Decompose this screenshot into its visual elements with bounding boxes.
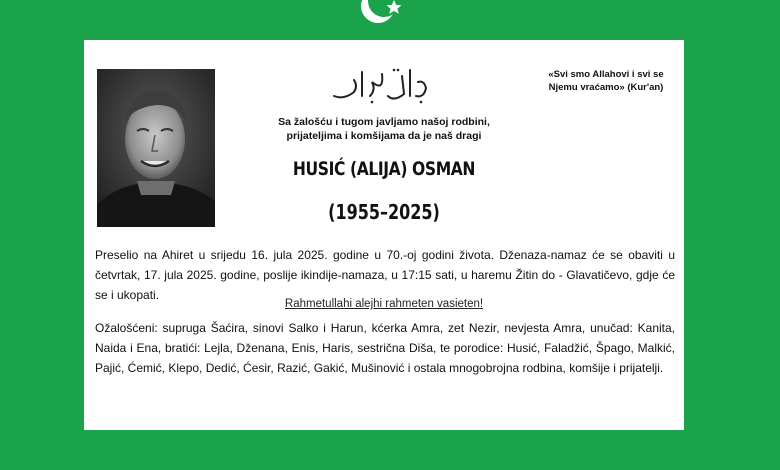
prayer-phrase: Rahmetullahi alejhi rahmeten vasieten! (284, 298, 484, 310)
deceased-photo (97, 69, 215, 227)
mourners-list: Ožalošćeni: supruga Šaćira, sinovi Salko i Harun, kćerka Amra, zet Nezir, nevjesta Amra, unučad: Kanita, Naida i Ena, bratići: Lejla, Dženana, Enis, Haris, sestrična Diša, te porodice: Husić, Faladžić, Špago, Malkić, Pajić, Ćemić, Klepo, Dedić, Ćesir, Razić, Gakić, Mušinović i ostala mnogobrojna rodbina, komšije i prijatelji. (95, 321, 675, 375)
deceased-name: HUSIĆ (ALIJA) OSMAN (292, 158, 476, 180)
quote-line-2: Njemu vraćamo» (Kur'an) (548, 82, 664, 93)
intro-line-2: prijateljima i komšijama da je naš dragi (286, 130, 482, 142)
announcement-intro (259, 115, 509, 143)
intro-line-1: Sa žalošću i tugom javljamo našoj rodbini, (278, 116, 490, 128)
quran-quote (536, 68, 676, 94)
obituary-card (84, 40, 684, 430)
quote-line-1: «Svi smo Allahovi i svi se (548, 69, 664, 80)
funeral-details: Preselio na Ahiret u srijedu 16. jula 2025. godine u 70.-oj godini života. Dženaza-namaz će se obaviti u četvrtak, 17. jula 2025. godine, poslije ikindije-namaza, u 17:15 sati, u haremu Žitin do - Glavatičevo, gdje će se i ukopati. (95, 248, 675, 302)
arabic-calligraphy (324, 62, 434, 106)
crescent-star-icon (346, 0, 416, 30)
life-years: (1955–2025) (328, 200, 440, 224)
